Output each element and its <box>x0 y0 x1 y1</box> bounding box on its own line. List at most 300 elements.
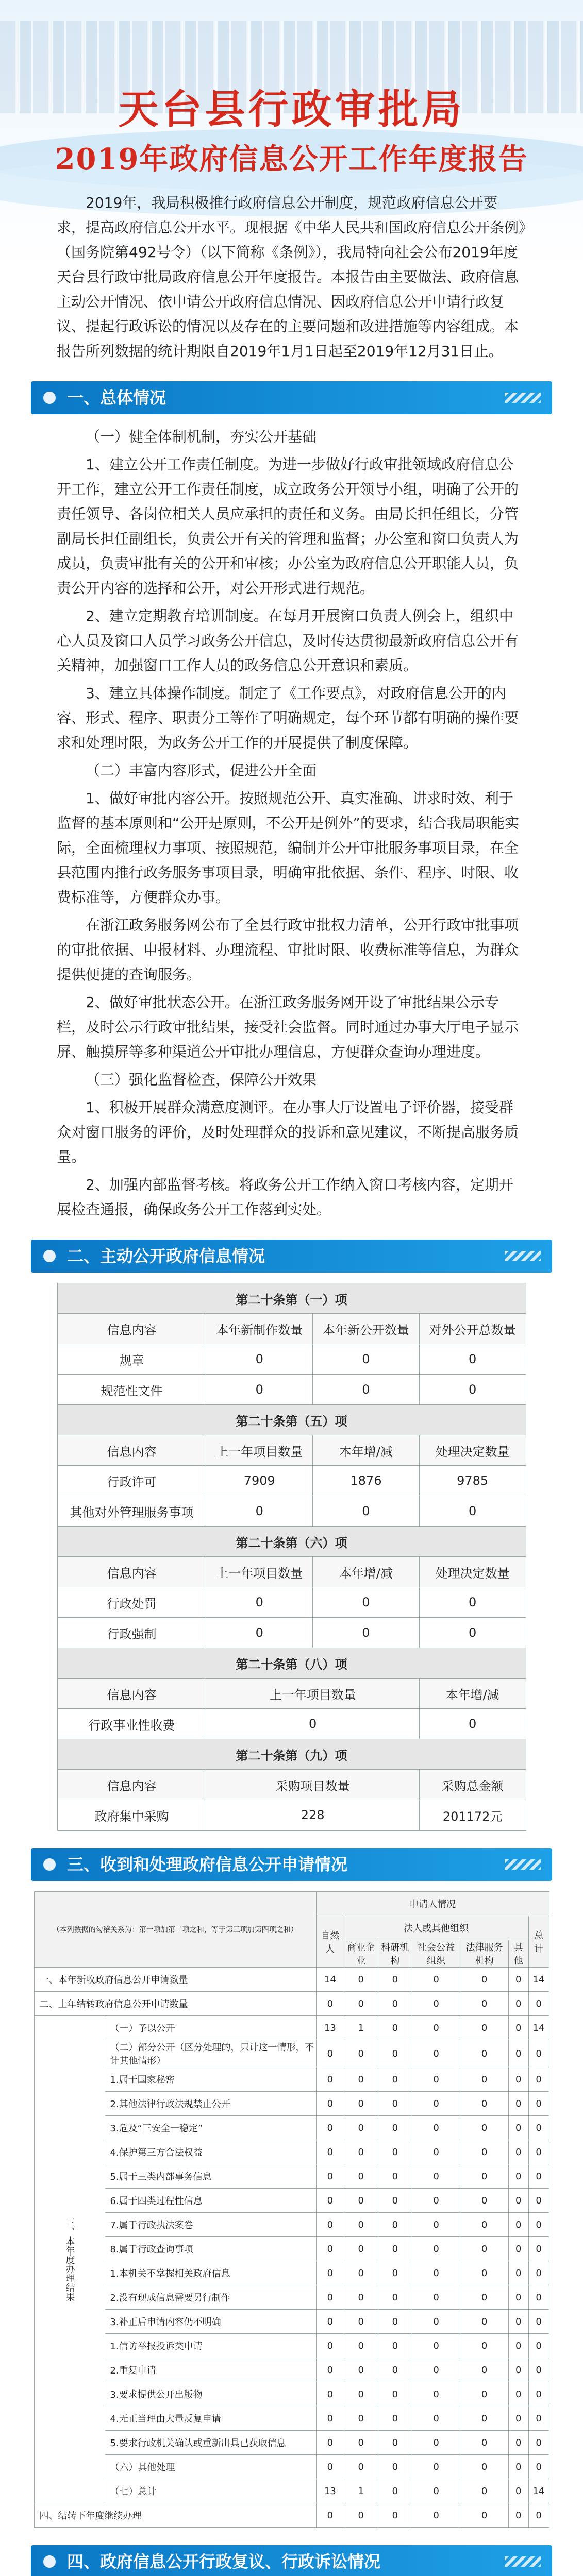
stripe-icon <box>505 2556 541 2567</box>
cell: 0 <box>412 2116 460 2140</box>
cell: 行政强制 <box>57 1618 206 1648</box>
cell: 0 <box>460 2310 509 2334</box>
corner-note: （本列数据的勾稽关系为：第一项加第二项之和，等于第三项加第四项之和） <box>34 1892 317 1968</box>
cell: 行政事业性收费 <box>57 1709 206 1739</box>
column-header: 采购项目数量 <box>206 1770 419 1800</box>
applicant-header: 申请人情况 <box>317 1892 549 1916</box>
table-row <box>57 1709 526 1739</box>
paragraph: 2、加强内部监督考核。将政务公开工作纳入窗口考核内容，定期开展检查通报，确保政务公开工作落到实处。 <box>57 1176 513 1218</box>
cell: 0 <box>508 2431 528 2455</box>
cell: 0 <box>508 2016 528 2040</box>
cell: 0 <box>528 2040 549 2067</box>
cell: 0 <box>508 2479 528 2503</box>
cell: 规章 <box>57 1344 206 1375</box>
cell: 0 <box>412 2067 460 2092</box>
column-header: 对外公开总数量 <box>419 1314 526 1344</box>
cell: 0 <box>528 2213 549 2237</box>
cell: 0 <box>378 2479 412 2503</box>
table-row <box>34 2016 549 2040</box>
cell: 0 <box>528 2382 549 2406</box>
cell: 0 <box>344 2431 378 2455</box>
row-label: 3.补正后申请内容仍不明确 <box>105 2310 317 2334</box>
table-row <box>34 2479 549 2503</box>
cell: 0 <box>317 2189 344 2213</box>
cell: 0 <box>419 1496 526 1527</box>
table-group-header: 第二十条第（五）项 <box>57 1405 526 1435</box>
cell: 0 <box>508 1992 528 2016</box>
cell: 0 <box>508 2237 528 2261</box>
column-header: 法律服务机构 <box>460 1940 509 1968</box>
cell: 0 <box>460 2092 509 2116</box>
cell: 0 <box>460 2479 509 2503</box>
cell: 0 <box>508 2285 528 2310</box>
cell: 0 <box>317 2261 344 2285</box>
cell: 0 <box>378 2382 412 2406</box>
cell: 0 <box>528 2431 549 2455</box>
overview-body <box>0 425 583 1222</box>
cell: 0 <box>412 2040 460 2067</box>
column-header: 本年增/减 <box>313 1557 420 1587</box>
section-title: 二、主动公开政府信息情况 <box>67 1246 265 1266</box>
cell: 0 <box>508 1968 528 1992</box>
table-row <box>34 2310 549 2334</box>
cell: 0 <box>412 2479 460 2503</box>
cell: 0 <box>412 2455 460 2479</box>
cell: 0 <box>528 2503 549 2528</box>
cell: 1 <box>344 2479 378 2503</box>
cell: 0 <box>206 1618 313 1648</box>
cell: 0 <box>317 2382 344 2406</box>
cell: 0 <box>378 2334 412 2358</box>
cell: 0 <box>508 2261 528 2285</box>
row-label: 4.保护第三方合法权益 <box>105 2140 317 2164</box>
bullet-icon <box>43 1250 56 1262</box>
table-row <box>57 1466 526 1496</box>
cell: 0 <box>412 2164 460 2189</box>
cell: 0 <box>412 2237 460 2261</box>
cell: 0 <box>317 1992 344 2016</box>
paragraph: （一）健全体制机制，夯实公开基础 <box>86 428 317 445</box>
column-header: 上一年项目数量 <box>206 1435 313 1466</box>
table-row <box>57 1618 526 1648</box>
section-header-active-disclosure <box>31 1240 552 1273</box>
row-label: 1.信访举报投诉类申请 <box>105 2334 317 2358</box>
cell: 0 <box>344 2237 378 2261</box>
cell: 0 <box>317 2431 344 2455</box>
cell: 0 <box>528 2189 549 2213</box>
cell: 0 <box>378 2237 412 2261</box>
cell: 0 <box>378 2261 412 2285</box>
table-row <box>34 2261 549 2285</box>
section-title: 三、收到和处理政府信息公开申请情况 <box>67 1855 348 1874</box>
cell: 0 <box>460 2382 509 2406</box>
table-row <box>34 2213 549 2237</box>
column-header: 商业企业 <box>344 1940 378 1968</box>
cell: 0 <box>508 2334 528 2358</box>
cell: 0 <box>460 2431 509 2455</box>
cell: 0 <box>528 2310 549 2334</box>
cell: 0 <box>460 2237 509 2261</box>
cell: 0 <box>508 2189 528 2213</box>
column-header: 上一年项目数量 <box>206 1679 419 1709</box>
table-row <box>57 1587 526 1618</box>
cell: 0 <box>378 2016 412 2040</box>
table-row <box>34 2334 549 2358</box>
row-label: 一、本年新收政府信息公开申请数量 <box>34 1968 317 1992</box>
cell: 0 <box>412 2285 460 2310</box>
cell: 0 <box>344 2140 378 2164</box>
cell: 0 <box>344 2067 378 2092</box>
cell: 0 <box>508 2140 528 2164</box>
cell: 0 <box>206 1587 313 1618</box>
row-label: （七）总计 <box>105 2479 317 2503</box>
cell: 0 <box>378 2358 412 2382</box>
cell: 0 <box>344 2261 378 2285</box>
cell: 0 <box>317 2334 344 2358</box>
table-group-header: 第二十条第（六）项 <box>57 1527 526 1557</box>
cell: 0 <box>508 2310 528 2334</box>
cell: 0 <box>378 2406 412 2431</box>
column-header: 信息内容 <box>57 1557 206 1587</box>
cell: 0 <box>528 2261 549 2285</box>
cell: 0 <box>460 2285 509 2310</box>
cell: 0 <box>378 2140 412 2164</box>
cell: 14 <box>528 2479 549 2503</box>
cell: 0 <box>528 2140 549 2164</box>
cell: 0 <box>344 2310 378 2334</box>
cell: 0 <box>412 2382 460 2406</box>
table-row <box>34 2406 549 2431</box>
cell: 0 <box>378 2310 412 2334</box>
cell: 0 <box>460 2140 509 2164</box>
cell: 0 <box>412 2431 460 2455</box>
table-group-header: 第二十条第（八）项 <box>57 1648 526 1679</box>
table-row <box>34 2431 549 2455</box>
row-label: 3.危及“三安全一稳定” <box>105 2116 317 2140</box>
section-header-review-litigation <box>31 2545 552 2576</box>
cell: 0 <box>344 2116 378 2140</box>
row-label: （二）部分公开（区分处理的，只计这一情形，不计其他情形） <box>105 2040 317 2067</box>
stripe-icon <box>505 393 541 403</box>
report-title: 天台县行政审批局 <box>118 86 465 133</box>
cell: 0 <box>412 2503 460 2528</box>
cell: 0 <box>313 1344 420 1375</box>
cell: 0 <box>508 2092 528 2116</box>
cell: 0 <box>378 1992 412 2016</box>
cell: 0 <box>317 2164 344 2189</box>
table-row <box>34 2116 549 2140</box>
table-group-header: 第二十条第（一）项 <box>57 1283 526 1314</box>
cell: 0 <box>412 1968 460 1992</box>
cell: 228 <box>206 1800 419 1831</box>
cell: 1876 <box>313 1466 420 1496</box>
cell: 0 <box>206 1375 313 1405</box>
column-header: 信息内容 <box>57 1435 206 1466</box>
cell: 0 <box>206 1709 419 1739</box>
paragraph: （三）强化监督检查，保障公开效果 <box>86 1071 317 1088</box>
cell: 0 <box>508 2213 528 2237</box>
cell: 0 <box>508 2116 528 2140</box>
column-header: 本年新制作数量 <box>206 1314 313 1344</box>
cell: 0 <box>317 2213 344 2237</box>
cell: 0 <box>528 2455 549 2479</box>
cell: 0 <box>344 2040 378 2067</box>
table-row <box>34 2455 549 2479</box>
column-header: 信息内容 <box>57 1679 206 1709</box>
cell: 0 <box>460 2334 509 2358</box>
table-row <box>34 2189 549 2213</box>
cell: 0 <box>508 2382 528 2406</box>
column-header: 本年增/减 <box>313 1435 420 1466</box>
cell: 0 <box>317 2406 344 2431</box>
cell: 0 <box>528 2116 549 2140</box>
cell: 0 <box>412 2189 460 2213</box>
section-title: 一、总体情况 <box>67 388 166 408</box>
cell: 0 <box>317 2358 344 2382</box>
cell: 0 <box>317 2285 344 2310</box>
cell: 0 <box>460 2164 509 2189</box>
cell: 0 <box>317 2040 344 2067</box>
cell: 0 <box>344 2503 378 2528</box>
cell: 0 <box>344 1968 378 1992</box>
table-row <box>34 2092 549 2116</box>
cell: 0 <box>412 2261 460 2285</box>
row-label: （六）其他处理 <box>105 2455 317 2479</box>
cell: 0 <box>412 2334 460 2358</box>
table-row <box>34 2040 549 2067</box>
cell: 0 <box>412 2406 460 2431</box>
cell: 0 <box>378 2455 412 2479</box>
row-label: 5.属于三类内部事务信息 <box>105 2164 317 2189</box>
row-label: 1.属于国家秘密 <box>105 2067 317 2092</box>
column-header: 上一年项目数量 <box>206 1557 313 1587</box>
cell: 0 <box>460 2067 509 2092</box>
cell: 0 <box>313 1375 420 1405</box>
cell: 0 <box>378 2189 412 2213</box>
column-header: 处理决定数量 <box>419 1557 526 1587</box>
cell: 0 <box>508 2455 528 2479</box>
cell: 0 <box>317 2092 344 2116</box>
cell: 7909 <box>206 1466 313 1496</box>
cell: 1 <box>344 2016 378 2040</box>
table-row <box>57 1800 526 1831</box>
stripe-icon <box>505 1251 541 1261</box>
cell: 行政处罚 <box>57 1587 206 1618</box>
table-row <box>34 2358 549 2382</box>
cell: 0 <box>412 2092 460 2116</box>
table-row <box>34 1968 549 1992</box>
cell: 0 <box>460 2261 509 2285</box>
column-header: 其他 <box>508 1940 528 1968</box>
cell: 0 <box>412 2310 460 2334</box>
cell: 0 <box>317 2503 344 2528</box>
bullet-icon <box>43 2555 56 2568</box>
cell: 0 <box>419 1618 526 1648</box>
column-header: 信息内容 <box>57 1314 206 1344</box>
cell: 0 <box>460 2116 509 2140</box>
cell: 0 <box>460 2503 509 2528</box>
row-label: 6.属于四类过程性信息 <box>105 2189 317 2213</box>
cell: 0 <box>460 1992 509 2016</box>
paragraph: 2、建立定期教育培训制度。在每月开展窗口负责人例会上，组织中心人员及窗口人员学习政务公开信息，及时传达贯彻最新政府信息公开有关精神，加强窗口工作人员的政务信息公开意识和素质。 <box>57 607 519 674</box>
column-header: 自然人 <box>317 1916 344 1968</box>
cell: 0 <box>344 2406 378 2431</box>
cell: 0 <box>528 2164 549 2189</box>
cell: 0 <box>344 2189 378 2213</box>
column-header: 处理决定数量 <box>419 1435 526 1466</box>
cell: 0 <box>460 2358 509 2382</box>
cell: 0 <box>528 2285 549 2310</box>
table-row <box>57 1375 526 1405</box>
cell: 0 <box>508 2164 528 2189</box>
cell: 0 <box>419 1375 526 1405</box>
cell: 0 <box>378 2431 412 2455</box>
section-header-requests <box>31 1848 552 1881</box>
paragraph: （二）丰富内容形式，促进公开全面 <box>86 762 317 779</box>
bullet-icon <box>43 1858 56 1871</box>
cell: 0 <box>317 2116 344 2140</box>
cell: 0 <box>412 2140 460 2164</box>
cell: 0 <box>460 2406 509 2431</box>
cell: 0 <box>344 2213 378 2237</box>
cell: 0 <box>378 2285 412 2310</box>
cell: 0 <box>317 2310 344 2334</box>
column-header: 法人或其他组织 <box>344 1916 528 1940</box>
cell: 0 <box>528 2067 549 2092</box>
cell: 0 <box>378 2040 412 2067</box>
requests-table <box>34 1891 549 2528</box>
cell: 0 <box>508 2040 528 2067</box>
cell: 0 <box>528 1992 549 2016</box>
cell: 0 <box>508 2503 528 2528</box>
cell: 0 <box>378 2164 412 2189</box>
cell: 0 <box>378 2092 412 2116</box>
row-label: 4.无正当理由大量反复申请 <box>105 2406 317 2431</box>
row-label: 3.要求提供公开出版物 <box>105 2382 317 2406</box>
cell: 0 <box>528 2406 549 2431</box>
column-header: 本年增/减 <box>419 1679 526 1709</box>
cell: 0 <box>412 1992 460 2016</box>
report-subtitle: 2019年政府信息公开工作年度报告 <box>55 142 528 176</box>
cell: 0 <box>313 1618 420 1648</box>
cell: 0 <box>344 2358 378 2382</box>
cell: 13 <box>317 2479 344 2503</box>
cell: 14 <box>528 1968 549 1992</box>
row-label: 四、结转下年度继续办理 <box>34 2503 317 2528</box>
row-label: 5.要求行政机关确认或重新出具已获取信息 <box>105 2431 317 2455</box>
table-row <box>34 2503 549 2528</box>
cell: 0 <box>412 2016 460 2040</box>
cell: 0 <box>419 1709 526 1739</box>
paragraph: 1、积极开展群众满意度测评。在办事大厅设置电子评价器，接受群众对窗口服务的评价，及时处理群众的投诉和意见建议，不断提高服务质量。 <box>57 1099 519 1165</box>
cell: 0 <box>378 1968 412 1992</box>
row-label: 7.属于行政执法案卷 <box>105 2213 317 2237</box>
cell: 0 <box>344 2285 378 2310</box>
paragraph: 2、做好审批状态公开。在浙江政务服务网开设了审批结果公示专栏，及时公示行政审批结果，接受社会监督。同时通过办事大厅电子显示屏、触摸屏等多种渠道公开审批办理信息，方便群众查询办理进度。 <box>57 994 519 1060</box>
column-header: 总计 <box>528 1916 549 1968</box>
table-row <box>57 1344 526 1375</box>
cell: 0 <box>344 2092 378 2116</box>
table-row <box>34 2140 549 2164</box>
cell: 0 <box>378 2067 412 2092</box>
cell: 0 <box>460 2213 509 2237</box>
row-label: 2.没有现成信息需要另行制作 <box>105 2285 317 2310</box>
cell: 0 <box>313 1496 420 1527</box>
side-label: 三、本年度办理结果 <box>34 2016 105 2503</box>
cell: 行政许可 <box>57 1466 206 1496</box>
cell: 201172元 <box>419 1800 526 1831</box>
row-label: （一）予以公开 <box>105 2016 317 2040</box>
cell: 0 <box>317 2067 344 2092</box>
disclosure-table <box>57 1283 526 1831</box>
column-header: 本年新公开数量 <box>313 1314 420 1344</box>
cell: 0 <box>344 2382 378 2406</box>
cell: 0 <box>378 2503 412 2528</box>
cell: 0 <box>344 2334 378 2358</box>
paragraph: 在浙江政务服务网公布了全县行政审批权力清单，公开行政审批事项的审批依据、申报材料、办理流程、审批时限、收费标准等信息，为群众提供便捷的查询服务。 <box>57 917 519 983</box>
cell: 0 <box>317 2237 344 2261</box>
cell: 0 <box>508 2358 528 2382</box>
table-row <box>34 1992 549 2016</box>
cell: 9785 <box>419 1466 526 1496</box>
paragraph: 3、建立具体操作制度。制定了《工作要点》，对政府信息公开的内容、形式、程序、职责分工等作了明确规定，每个环节都有明确的操作要求和处理时限，为政务公开工作的开展提供了制度保障。 <box>57 685 519 751</box>
cell: 0 <box>206 1496 313 1527</box>
cell: 其他对外管理服务事项 <box>57 1496 206 1527</box>
cell: 0 <box>528 2358 549 2382</box>
cell: 0 <box>344 2164 378 2189</box>
table-row <box>57 1496 526 1527</box>
table-row <box>34 2237 549 2261</box>
cell: 0 <box>206 1344 313 1375</box>
row-label: 二、上年结转政府信息公开申请数量 <box>34 1992 317 2016</box>
cell: 0 <box>460 2455 509 2479</box>
cell: 0 <box>344 2455 378 2479</box>
cell: 0 <box>460 2189 509 2213</box>
cell: 0 <box>412 2358 460 2382</box>
cell: 0 <box>313 1587 420 1618</box>
cell: 0 <box>508 2406 528 2431</box>
stripe-icon <box>505 1859 541 1870</box>
cell: 0 <box>419 1344 526 1375</box>
cell: 规范性文件 <box>57 1375 206 1405</box>
cell: 政府集中采购 <box>57 1800 206 1831</box>
cell: 0 <box>344 1992 378 2016</box>
table-row <box>34 2164 549 2189</box>
cell: 0 <box>460 1968 509 1992</box>
column-header: 采购总金额 <box>419 1770 526 1800</box>
row-label: 2.其他法律行政法规禁止公开 <box>105 2092 317 2116</box>
column-header: 科研机构 <box>378 1940 412 1968</box>
cell: 13 <box>317 2016 344 2040</box>
row-label: 8.属于行政查询事项 <box>105 2237 317 2261</box>
cell: 0 <box>419 1587 526 1618</box>
paragraph: 1、建立公开工作责任制度。为进一步做好行政审批领域政府信息公开工作，建立公开工作责任制度，成立政务公开领导小组，明确了公开的责任领导、各岗位相关人员应承担的责任和义务。由局长担任组长，分管副局长担任副组长，负责公开有关的管理和监督；办公室和窗口负责人为成员，负责审批有关的公开和审核；办公室为政府信息公开职能人员，负责公开内容的选择和公开，对公开形式进行规范。 <box>57 456 519 597</box>
cell: 0 <box>317 2455 344 2479</box>
section-header-overview <box>31 381 552 414</box>
column-header: 社会公益组织 <box>412 1940 460 1968</box>
cell: 0 <box>460 2040 509 2067</box>
cell: 0 <box>412 2213 460 2237</box>
cell: 0 <box>528 2237 549 2261</box>
table-row <box>34 2285 549 2310</box>
table-group-header: 第二十条第（九）项 <box>57 1739 526 1770</box>
cell: 0 <box>460 2016 509 2040</box>
cell: 0 <box>528 2092 549 2116</box>
section-title: 四、政府信息公开行政复议、行政诉讼情况 <box>67 2552 381 2571</box>
table-row <box>34 2067 549 2092</box>
table-row <box>34 2382 549 2406</box>
intro-paragraph: 2019年，我局积极推行政府信息公开制度，规范政府信息公开要求，提高政府信息公开水平。现根据《中华人民共和国政府信息公开条例》（国务院第492号令）（以下简称《条例》），我局特向社会公布2019年度天台县行政审批局政府信息公开年度报告。本报告由主要做法、政府信息主动公开情况、依申请公开政府信息情况、因政府信息公开申请行政复议、提起行政诉讼的情况以及存在的主要问题和改进措施等内容组成。本报告所列数据的统计期限自2019年1月1日起至2019年12月31日止。 <box>57 194 526 360</box>
